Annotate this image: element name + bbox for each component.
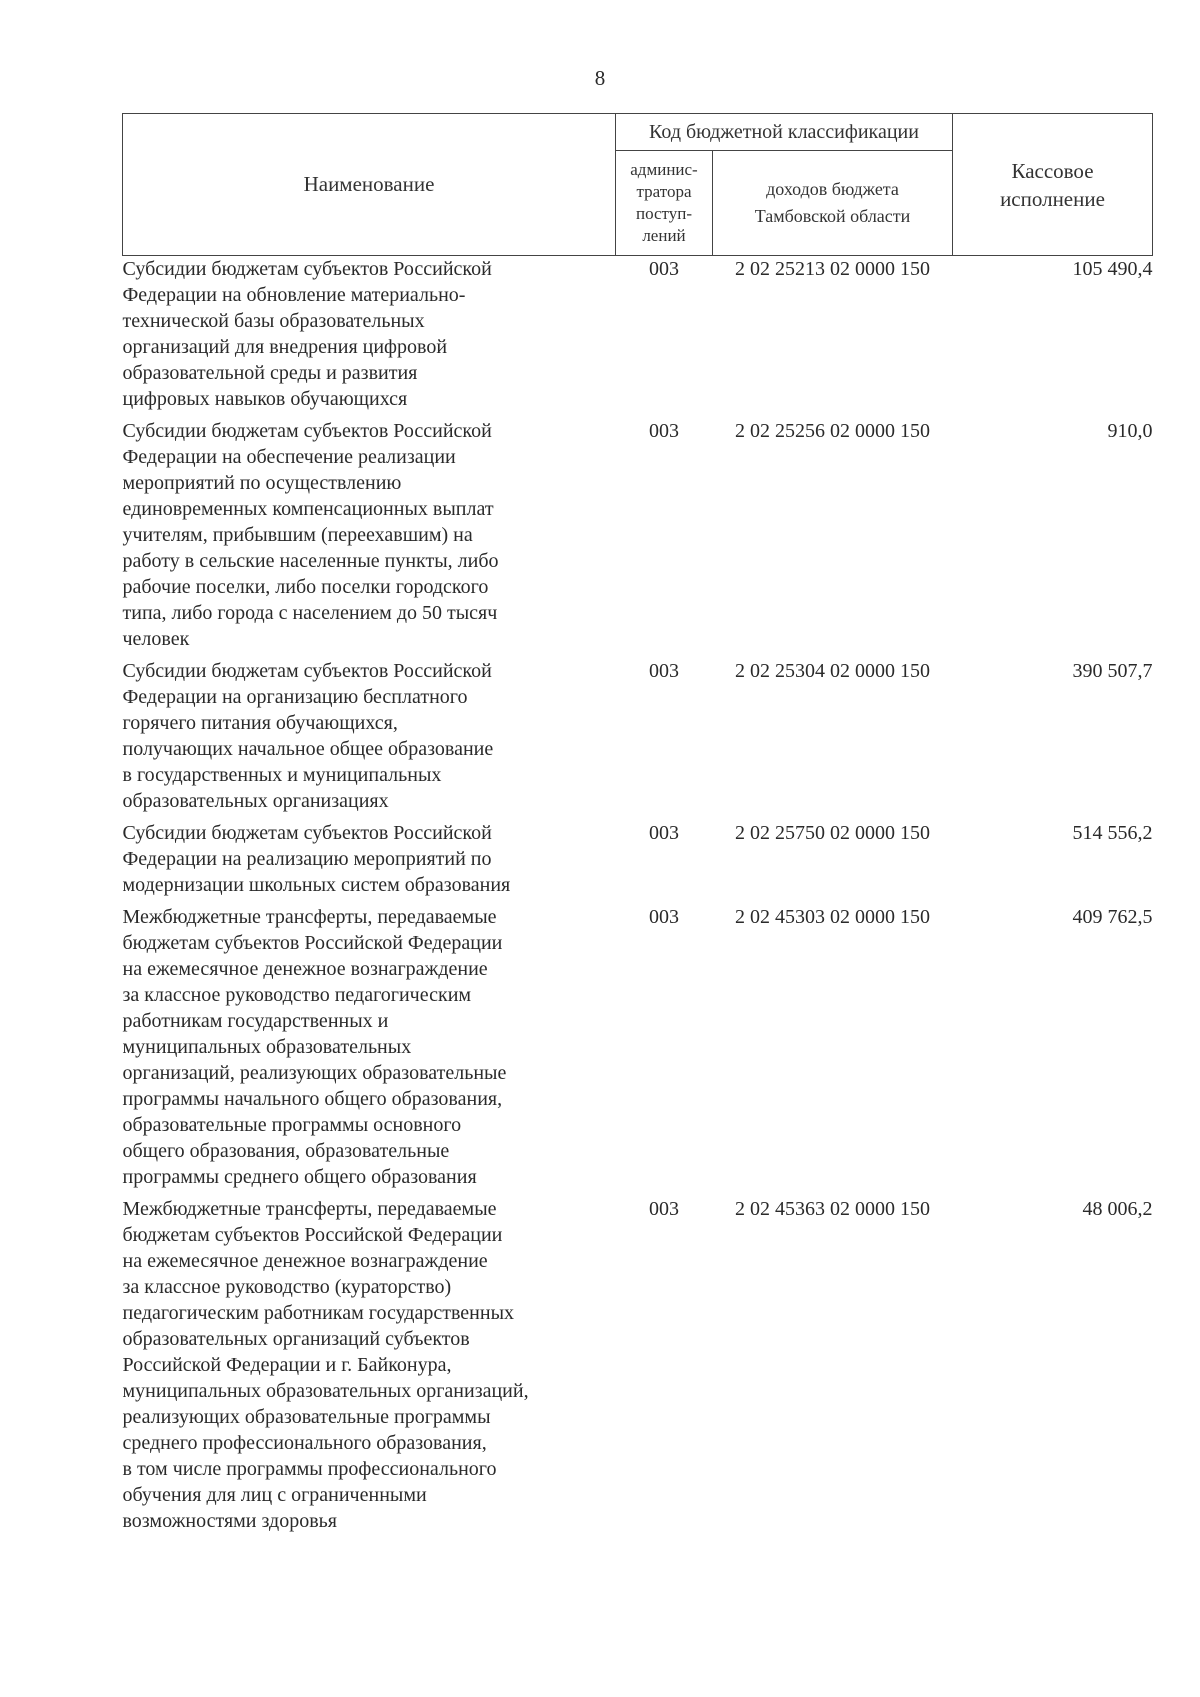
header-classification-code: Код бюджетной классификации xyxy=(616,114,953,151)
row-admin-code: 003 xyxy=(649,906,679,928)
row-cash-value: 409 762,5 xyxy=(1072,906,1153,928)
row-cash-value: 514 556,2 xyxy=(1072,822,1153,844)
row-name: Субсидии бюджетам субъектов Российской Федерации на организацию бесплатного горячего питания обучающихся, получающих начальное общее образование в государственных и муниципальных образовательных организациях xyxy=(122,660,494,812)
header-name: Наименование xyxy=(123,114,616,256)
page-number: 8 xyxy=(594,66,606,90)
table-row xyxy=(123,418,1153,658)
row-name: Субсидии бюджетам субъектов Российской Федерации на обновление материально- технической базы образовательных организаций для внедрения цифровой образовательной среды и развития цифровых навыков обучающихся xyxy=(122,258,492,410)
row-cash-value: 390 507,7 xyxy=(1072,660,1153,682)
row-name: Субсидии бюджетам субъектов Российской Федерации на обеспечение реализации мероприятий по осуществлению единовременных компенсационных выплат учителям, прибывшим (переехавшим) на работу в сельские населенные пункты, либо рабочие поселки, либо поселки городского типа, либо города с населением до 50 тысяч человек xyxy=(122,420,499,650)
row-income-code: 2 02 25256 02 0000 150 xyxy=(735,420,930,442)
row-name: Субсидии бюджетам субъектов Российской Федерации на реализацию мероприятий по модернизации школьных систем образования xyxy=(122,822,511,896)
row-income-code: 2 02 25213 02 0000 150 xyxy=(735,258,930,280)
table-header xyxy=(123,114,1153,256)
row-admin-code: 003 xyxy=(649,660,679,682)
row-cash-value: 48 006,2 xyxy=(1082,1198,1153,1220)
table-row xyxy=(123,904,1153,1196)
row-cash-value: 105 490,4 xyxy=(1072,258,1153,280)
row-name: Межбюджетные трансферты, передаваемые бюджетам субъектов Российской Федерации на ежемесячное денежное вознаграждение за классное руководство (кураторство) педагогическим работникам государственных образовательных организаций субъектов Российской Федерации и г. Байконура, муниципальных образовательных организаций, реализующих образовательные программы среднего профессионального образования, в том числе программы профессионального обучения для лиц с ограниченными возможностями здоровья xyxy=(122,1198,529,1532)
table-row xyxy=(123,658,1153,820)
row-income-code: 2 02 25304 02 0000 150 xyxy=(735,660,930,682)
header-cash-execution: Кассовое исполнение xyxy=(953,114,1153,256)
row-admin-code: 003 xyxy=(649,1198,679,1220)
row-name: Межбюджетные трансферты, передаваемые бюджетам субъектов Российской Федерации на ежемесячное денежное вознаграждение за классное руководство педагогическим работникам государственных и муниципальных образовательных организаций, реализующих образовательные программы начального общего образования, образовательные программы основного общего образования, образовательные программы среднего общего образования xyxy=(122,906,507,1188)
row-income-code: 2 02 45303 02 0000 150 xyxy=(735,906,930,928)
table-row xyxy=(123,820,1153,904)
row-income-code: 2 02 25750 02 0000 150 xyxy=(735,822,930,844)
row-admin-code: 003 xyxy=(649,420,679,442)
header-administrator: админис- тратора поступ- лений xyxy=(616,151,713,256)
row-admin-code: 003 xyxy=(649,822,679,844)
header-income-code: доходов бюджета Тамбовской области xyxy=(713,151,953,256)
row-admin-code: 003 xyxy=(649,258,679,280)
table-body xyxy=(123,256,1153,1541)
budget-table xyxy=(122,113,1153,1540)
table-row xyxy=(123,1196,1153,1540)
table-row xyxy=(123,256,1153,419)
row-cash-value: 910,0 xyxy=(1107,420,1153,442)
row-income-code: 2 02 45363 02 0000 150 xyxy=(735,1198,930,1220)
